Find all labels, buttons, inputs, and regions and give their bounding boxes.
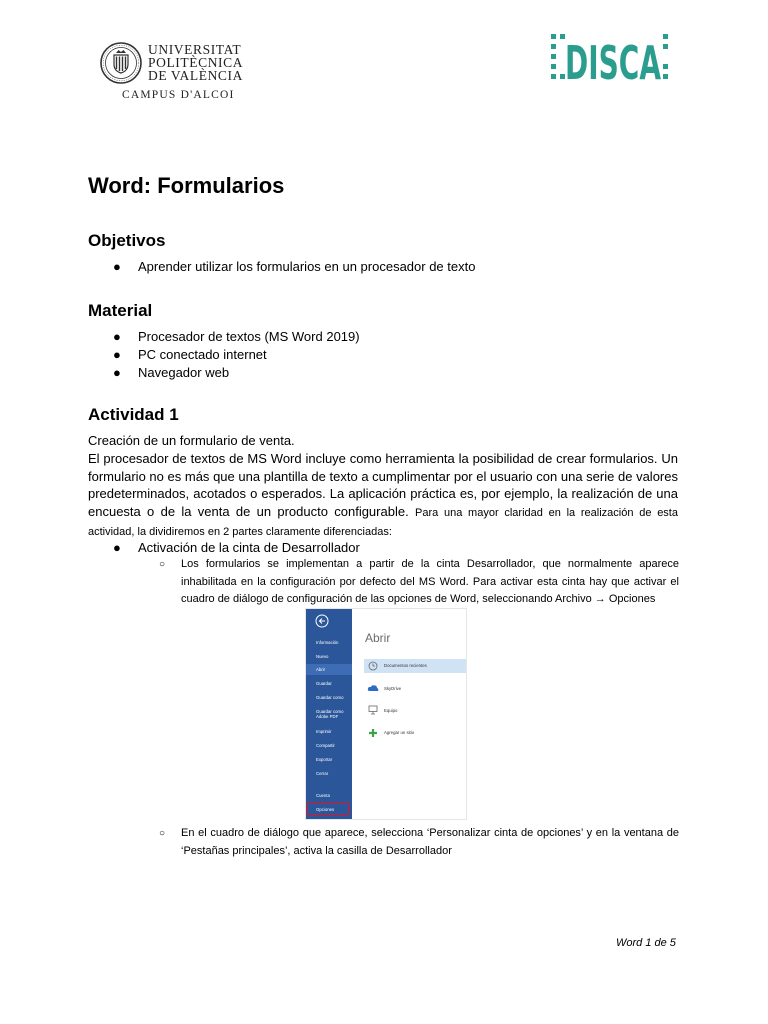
menu-item-imprimir: Imprimir [316,729,332,734]
disca-logo-text: DISCA [565,36,662,90]
computer-icon [368,705,378,715]
bullet-icon: ● [113,540,121,555]
cloud-icon [367,684,379,692]
opciones-highlight-box [307,803,349,815]
page-title: Word: Formularios [88,173,285,198]
section-heading-actividad: Actividad 1 [88,405,179,424]
activity-paragraph-small: Para una mayor claridad en la realización de esta actividad, la dividiremos en 2 partes claramente diferenciadas: [88,506,678,539]
bullet-icon: ● [113,365,121,380]
clock-icon [368,661,378,671]
place-equipo: Equipo [384,708,398,713]
menu-item-compartir: Compartir [316,743,335,748]
circle-bullet-icon: ○ [159,559,166,570]
menu-item-guardar-pdf: Guardar como Adobe PDF [316,709,344,719]
menu-item-cuenta: Cuenta [316,793,330,798]
university-seal-icon [100,42,142,84]
campus-name: CAMPUS D'ALCOI [122,89,235,101]
disca-logo [551,30,671,90]
bullet-icon: ● [113,347,121,362]
place-agregar-sitio: Agregar un sitio [384,730,415,735]
place-skydrive: SkyDrive [384,686,402,691]
bullet-icon: ● [113,329,121,344]
activity-paragraph-main: El procesador de textos de MS Word incluye como herramienta la posibilidad de crear formularios. Un formulario no es más que una plantilla de texto a cumplimentar por el usuario con una serie de valores predeterminados, acotados o esperados. La aplicación práctica es, por ejemplo, la realización de una encuesta o de la venta de un producto configurable. [88,451,678,519]
selected-menu-bg [306,664,352,675]
university-name: UNIVERSITAT POLITÈCNICA DE VALÈNCIA [148,42,244,83]
menu-item-abrir: Abrir [316,667,326,672]
menu-item-informacion: Información [316,640,339,645]
menu-item-exportar: Exportar [316,757,333,762]
backstage-sidebar [306,609,352,819]
menu-item-opciones: Opciones [316,807,335,812]
section-heading-material: Material [88,301,153,320]
page-footer: Word 1 de 5 [616,937,676,949]
pane-title: Abrir [365,631,391,645]
menu-item-cerrar: Cerrar [316,771,329,776]
place-documentos-recientes: Documentos recientes [384,663,427,668]
back-arrow-icon [315,614,329,628]
plus-icon [368,728,378,738]
activity-intro: Creación de un formulario de venta. [88,433,295,448]
bullet-icon: ● [113,259,121,274]
backstage-pane [352,609,466,819]
activity-paragraph [88,450,678,542]
menu-item-nuevo: Nuevo [316,654,329,659]
circle-bullet-icon: ○ [159,828,166,839]
menu-item-guardar: Guardar [316,681,332,686]
word-backstage-screenshot [305,608,467,820]
section-heading-objetivos: Objetivos [88,231,166,250]
menu-item-guardar-como: Guardar como [316,695,344,700]
